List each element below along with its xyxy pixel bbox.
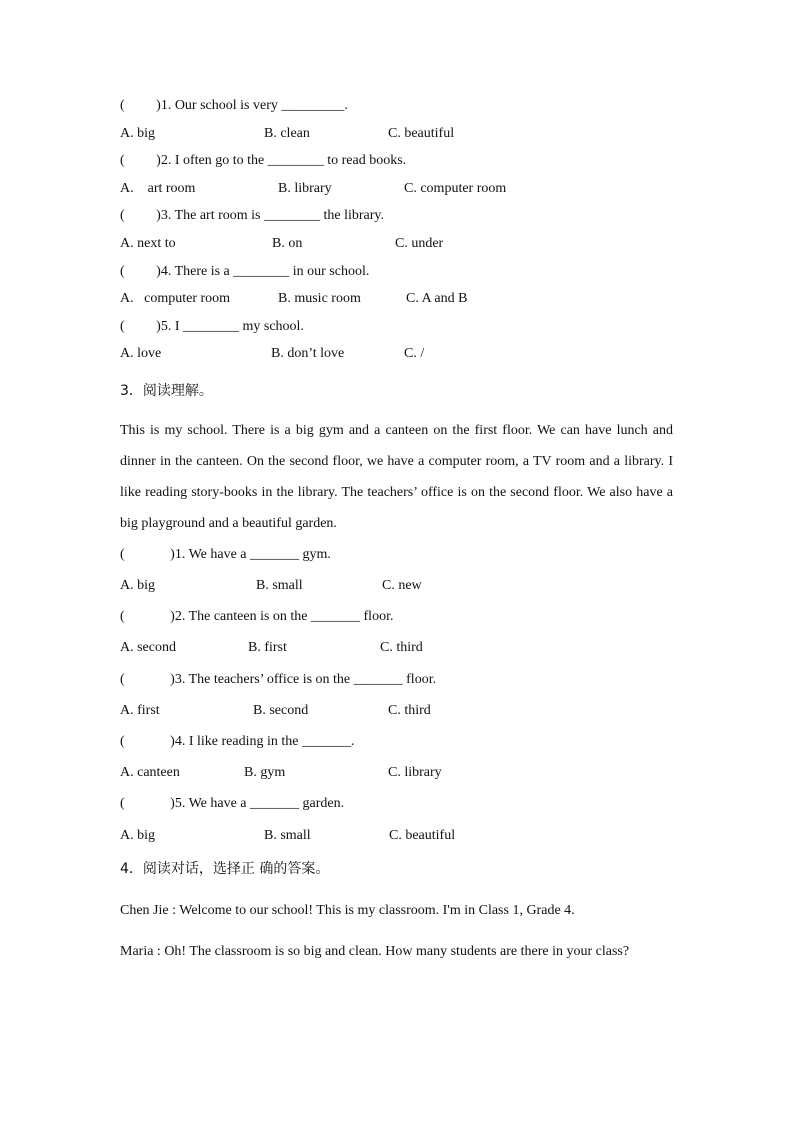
s2-q3-option-b: B. on bbox=[272, 236, 303, 251]
s3-q4-option-b: B. gym bbox=[244, 765, 286, 780]
s2-q1-option-c: C. beautiful bbox=[388, 126, 455, 141]
s2-q2-stem: ( )2. I often go to the ________ to read books. bbox=[120, 153, 407, 168]
s3-q4-option-a: A. canteen bbox=[120, 765, 180, 780]
s2-q2-option-b: B. library bbox=[278, 181, 332, 196]
s2-q4-option-a: A. computer room bbox=[120, 291, 231, 306]
s2-q5-option-a: A. love bbox=[120, 346, 162, 361]
s3-q4-stem: ( )4. I like reading in the _______. bbox=[120, 734, 355, 749]
s3-q1-option-a: A. big bbox=[120, 578, 155, 593]
s3-q5-stem: ( )5. We have a _______ garden. bbox=[120, 796, 345, 811]
s2-q4-stem: ( )4. There is a ________ in our school. bbox=[120, 264, 370, 279]
s2-q4-option-c: C. A and B bbox=[406, 291, 468, 306]
s2-q5-option-c: C. / bbox=[404, 346, 425, 361]
s3-q2-stem: ( )2. The canteen is on the _______ floor. bbox=[120, 609, 394, 624]
s2-q4-option-b: B. music room bbox=[278, 291, 361, 306]
s3-q5-option-a: A. big bbox=[120, 828, 155, 843]
s2-q2-option-a: A. art room bbox=[120, 181, 196, 196]
dialogue-line-maria: Maria : Oh! The classroom is so big and clean. How many students are there in your class? bbox=[120, 944, 630, 959]
s2-q5-stem: ( )5. I ________ my school. bbox=[120, 319, 304, 334]
s2-q2-option-c: C. computer room bbox=[404, 181, 507, 196]
s3-q2-option-b: B. first bbox=[248, 640, 287, 655]
dialogue-line-chen-jie: Chen Jie : Welcome to our school! This is my classroom. I'm in Class 1, Grade 4. bbox=[120, 903, 575, 918]
s3-q4-option-c: C. library bbox=[388, 765, 442, 780]
section3-heading: 3．阅读理解。 bbox=[120, 383, 213, 399]
s2-q5-option-b: B. don’t love bbox=[271, 346, 345, 361]
s3-q1-option-c: C. new bbox=[382, 578, 422, 593]
s2-q3-option-a: A. next to bbox=[120, 236, 176, 251]
s2-q3-option-c: C. under bbox=[395, 236, 444, 251]
s3-q3-option-a: A. first bbox=[120, 703, 160, 718]
s3-q1-stem: ( )1. We have a _______ gym. bbox=[120, 547, 331, 562]
s3-q2-option-c: C. third bbox=[380, 640, 423, 655]
s3-q2-option-a: A. second bbox=[120, 640, 176, 655]
s3-q1-option-b: B. small bbox=[256, 578, 303, 593]
s3-q5-option-b: B. small bbox=[264, 828, 311, 843]
s3-q3-stem: ( )3. The teachers’ office is on the _______ floor. bbox=[120, 672, 437, 687]
s2-q1-stem: ( )1. Our school is very _________. bbox=[120, 98, 348, 113]
s2-q3-stem: ( )3. The art room is ________ the library. bbox=[120, 208, 385, 223]
s3-q5-option-c: C. beautiful bbox=[389, 828, 456, 843]
s3-q3-option-b: B. second bbox=[253, 703, 309, 718]
s3-q3-option-c: C. third bbox=[388, 703, 431, 718]
s2-q1-option-a: A. big bbox=[120, 126, 155, 141]
section4-heading: 4．阅读对话，选择正 确的答案。 bbox=[120, 861, 330, 877]
s2-q1-option-b: B. clean bbox=[264, 126, 310, 141]
section3-passage: This is my school. There is a big gym and a canteen on the first floor. We can have lunch and dinner in the canteen. On the second floor, we have a computer room, a TV room and a library. I like reading story-books in the library. The teachers’ office is on the second floor. We also have a big playground and a beautiful garden. bbox=[120, 423, 673, 531]
